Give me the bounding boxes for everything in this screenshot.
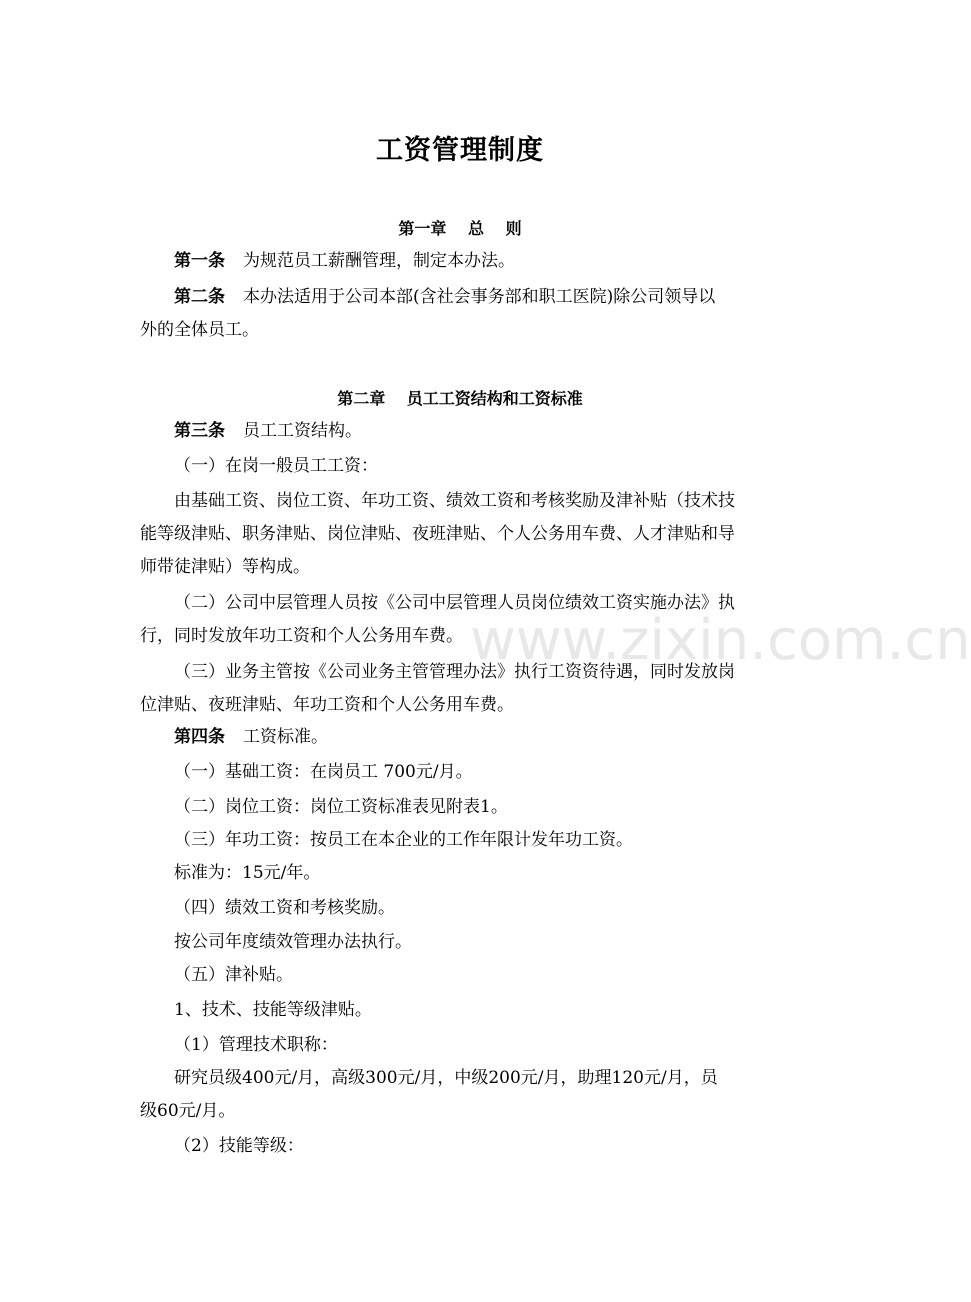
article-2-label: 第二条 [174,287,225,307]
article-4 [174,720,824,754]
article-1 [174,244,824,278]
article-3-text: 员工工资结构。 [243,421,362,441]
article-2-text-line2: 外的全体员工。 [140,320,259,340]
chapter-2-heading: 第二章 员工工资结构和工资标准 [337,389,583,408]
watermark: www.zixin.com.cn [470,608,971,673]
chapter-1-heading: 第一章 总 则 [398,219,522,238]
item-1: （一）在岗一般员工工资： [174,456,378,476]
standard-1: （一）基础工资：在岗员工 700元/月。 [174,762,473,782]
item-1-desc-line1: 由基础工资、岗位工资、年功工资、绩效工资和考核奖励及津补贴（技术技 [174,491,735,511]
article-2 [174,280,824,314]
standard-4: （四）绩效工资和考核奖励。 [174,898,395,918]
subsection-1: 1、技术、技能等级津贴。 [174,1000,372,1020]
subsection-1a-line1: 研究员级400元/月，高级300元/月，中级200元/月，助理120元/月，员 [174,1068,718,1088]
article-4-label: 第四条 [174,727,225,747]
subsection-1b: （2）技能等级： [174,1136,304,1156]
item-3-line1: （三）业务主管按《公司业务主管管理办法》执行工资资待遇，同时发放岗 [174,662,735,682]
subsection-1a: （1）管理技术职称： [174,1035,338,1055]
standard-4-note: 按公司年度绩效管理办法执行。 [174,932,412,952]
article-1-label: 第一条 [174,251,225,271]
document-title: 工资管理制度 [376,135,544,166]
item-1-desc-line3: 师带徒津贴）等构成。 [140,557,310,577]
article-3-label: 第三条 [174,421,225,441]
subsection-1a-line2: 级60元/月。 [140,1101,236,1121]
item-2-line1: （二）公司中层管理人员按《公司中层管理人员岗位绩效工资实施办法》执 [174,593,735,613]
standard-3-note: 标准为：15元/年。 [174,863,321,883]
item-3-line2: 位津贴、夜班津贴、年功工资和个人公务用车费。 [140,695,514,715]
item-2-line2: 行，同时发放年功工资和个人公务用车费。 [140,626,463,646]
standard-5: （五）津补贴。 [174,965,293,985]
standard-3: （三）年功工资：按员工在本企业的工作年限计发年功工资。 [174,830,633,850]
article-1-text: 为规范员工薪酬管理，制定本办法。 [243,251,515,271]
article-3 [174,414,824,448]
article-2-text-line1: 本办法适用于公司本部(含社会事务部和职工医院)除公司领导以 [243,287,716,307]
standard-2: （二）岗位工资：岗位工资标准表见附表1。 [174,797,508,817]
item-1-desc-line2: 能等级津贴、职务津贴、岗位津贴、夜班津贴、个人公务用车费、人才津贴和导 [140,524,735,544]
article-4-text: 工资标准。 [243,727,328,747]
